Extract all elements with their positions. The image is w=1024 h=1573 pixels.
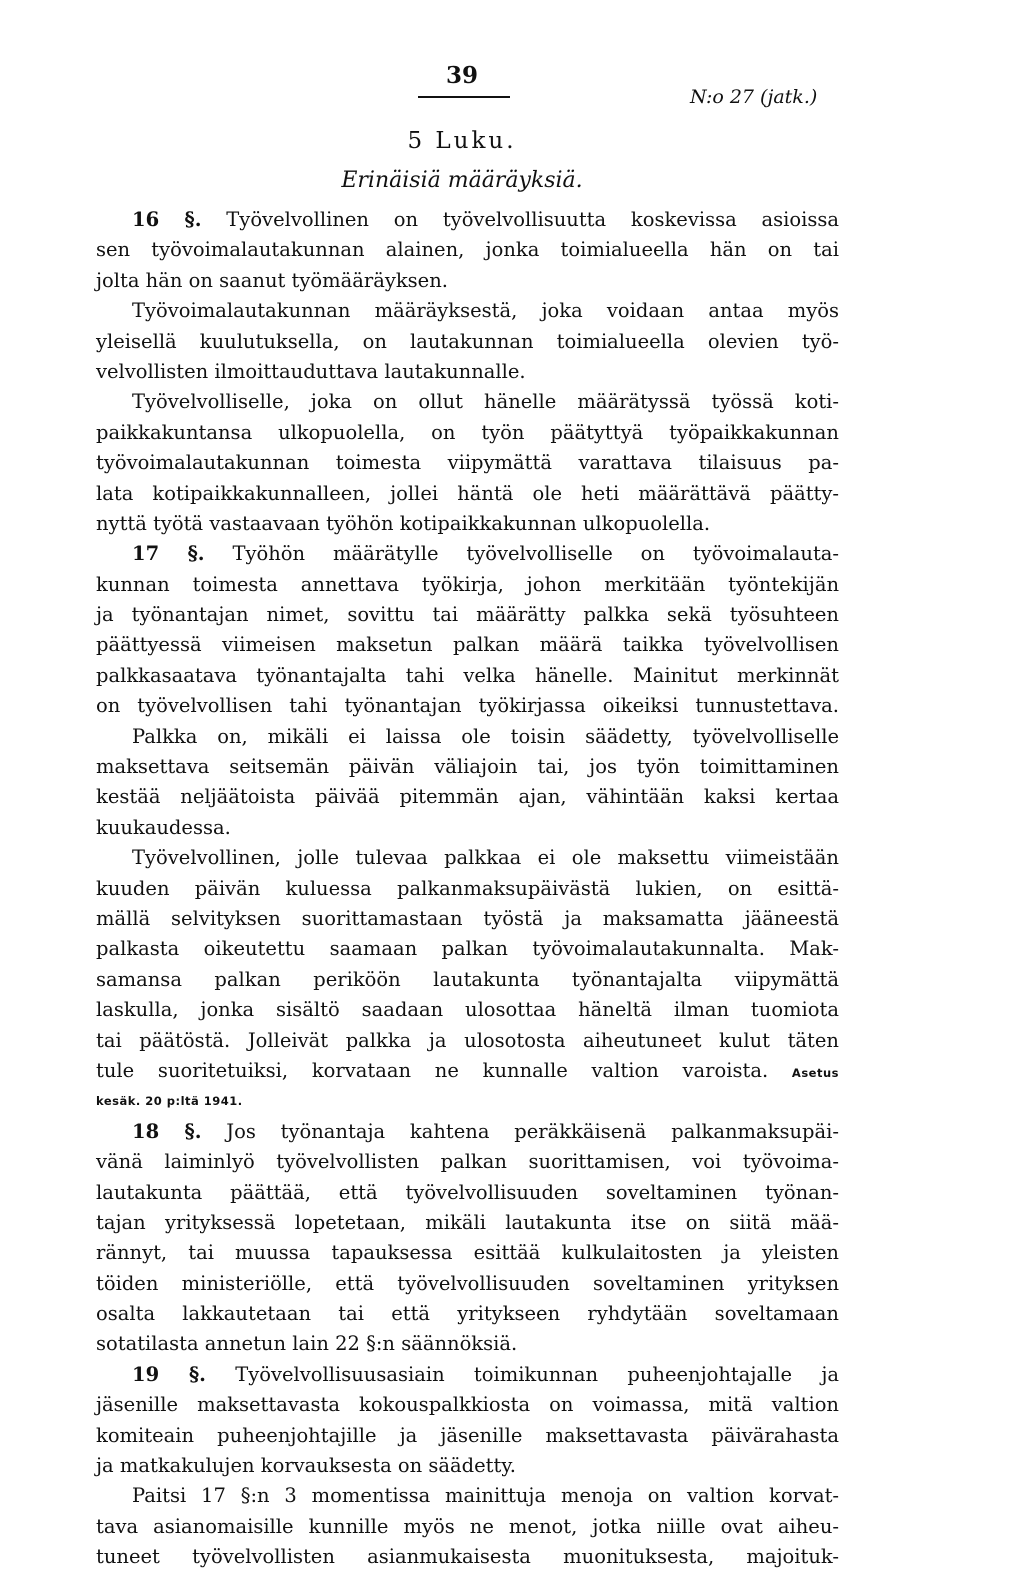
page-number-rule — [418, 96, 510, 98]
text-span: Työhön määrätylle työvelvolliselle on työvoimalauta- — [232, 542, 839, 566]
text-line: töiden ministeriölle, että työvelvollisuuden soveltaminen yrityksen — [96, 1271, 839, 1295]
text-span: Työvelvollinen on työvelvollisuutta koskevissa asioissa — [226, 208, 839, 231]
text-line: kestää neljäätoista päivää pitemmän ajan, vähintään kaksi kertaa — [96, 785, 839, 809]
section-number: 16 §. — [132, 208, 202, 231]
text-line: jolta hän on saanut työmääräyksen. — [96, 268, 448, 292]
page-number: 39 — [445, 62, 478, 89]
text-span: Jos työnantaja kahtena peräkkäisenä palkanmaksupäi- — [226, 1119, 839, 1143]
text-line — [96, 1360, 839, 1390]
chapter-subtitle: Erinäisiä määräyksiä. — [341, 168, 583, 193]
text-line: tajan yrityksessä lopetetaan, mikäli lautakunta itse on siitä mää- — [96, 1210, 839, 1234]
text-line: laskulla, jonka sisältö saadaan ulosottaa häneltä ilman tuomiota — [96, 998, 839, 1022]
text-line: Työvelvolliselle, joka on ollut hänelle määrätyssä työssä koti- — [132, 390, 839, 414]
text-span: Työvelvollisuusasiain toimikunnan puheenjohtajalle ja — [235, 1362, 839, 1386]
text-line — [96, 539, 839, 569]
text-line: tava asianomaisille kunnille myös ne menot, jotka niille ovat aiheu- — [96, 1514, 839, 1538]
text-line: lautakunta päättää, että työvelvollisuuden soveltaminen työnan- — [96, 1180, 839, 1204]
text-line: kuukaudessa. — [96, 815, 231, 839]
text-line: ja matkakulujen korvauksesta on säädetty. — [96, 1454, 516, 1478]
header-reference: N:o 27 (jatk.) — [690, 86, 818, 108]
text-line: kunnan toimesta annettava työkirja, johon merkitään työntekijän — [96, 572, 839, 596]
text-line: Työvelvollinen, jolle tulevaa palkkaa ei ole maksettu viimeistään — [132, 846, 839, 870]
statute-note-line: kesäk. 20 p:ltä 1941. — [96, 1094, 243, 1109]
text-span: tule suoritetuiksi, korvataan ne kunnalle valtion varoista. — [96, 1058, 769, 1082]
text-line: Palkka on, mikäli ei laissa ole toisin säädetty, työvelvolliselle — [132, 724, 839, 748]
text-line: komiteain puheenjohtajille ja jäsenille maksettavasta päivärahasta — [96, 1423, 839, 1447]
text-line: lata kotipaikkakunnalleen, jollei häntä ole heti määrättävä päätty- — [96, 481, 839, 505]
text-line: ja työnantajan nimet, sovittu tai määrätty palkka sekä työsuhteen — [96, 603, 839, 627]
text-line: jäsenille maksettavasta kokouspalkkiosta on voimassa, mitä valtion — [96, 1393, 839, 1417]
text-line: tai päätöstä. Jolleivät palkka ja ulosotosta aiheutuneet kulut täten — [96, 1028, 839, 1052]
text-line: rännyt, tai muussa tapauksessa esittää kulkulaitosten ja yleisten — [96, 1241, 839, 1265]
chapter-title: 5 Luku. — [407, 128, 517, 154]
text-line: palkkasaatava työnantajalta tahi velka hänelle. Mainitut merkinnät — [96, 663, 839, 687]
text-line — [96, 205, 839, 235]
text-line: Paitsi 17 §:n 3 momentissa mainittuja menoja on valtion korvat- — [132, 1484, 839, 1508]
text-line: Työvoimalautakunnan määräyksestä, joka voidaan antaa myös — [132, 299, 839, 323]
text-line: nyttä työtä vastaavaan työhön kotipaikkakunnan ulkopuolella. — [96, 511, 711, 535]
text-line: päättyessä viimeisen maksetun palkan määrä taikka työvelvollisen — [96, 633, 839, 657]
statute-note: Asetus — [791, 1065, 839, 1080]
text-line: sen työvoimalautakunnan alainen, jonka toimialueella hän on tai — [96, 238, 839, 262]
text-line: työvoimalautakunnan toimesta viipymättä varattava tilaisuus pa- — [96, 451, 839, 475]
text-line: maksettava seitsemän päivän väliajoin tai, jos työn toimittaminen — [96, 755, 839, 779]
text-line — [96, 1117, 839, 1147]
text-line: vänä laiminlyö työvelvollisten palkan suorittamisen, voi työvoima- — [96, 1150, 839, 1174]
text-line: samansa palkan periköön lautakunta työnantajalta viipymättä — [96, 967, 839, 991]
text-line: palkasta oikeutettu saamaan palkan työvoimalautakunnalta. Mak- — [96, 937, 839, 961]
text-line: velvollisten ilmoittauduttava lautakunnalle. — [96, 359, 526, 383]
body-text — [96, 205, 839, 1573]
text-line: yleisellä kuulutuksella, on lautakunnan toimialueella olevien työ- — [96, 329, 839, 353]
text-line — [96, 1056, 839, 1086]
section-number: 17 §. — [132, 542, 205, 566]
text-line: kuuden päivän kuluessa palkanmaksupäivästä lukien, on esittä- — [96, 876, 839, 900]
text-line: paikkakuntansa ulkopuolella, on työn päätyttyä työpaikkakunnan — [96, 420, 839, 444]
text-line: mällä selvityksen suorittamastaan työstä ja maksamatta jääneestä — [96, 906, 839, 930]
section-number: 19 §. — [132, 1362, 206, 1386]
text-line: osalta lakkautetaan tai että yritykseen ryhdytään soveltamaan — [96, 1302, 839, 1326]
section-number: 18 §. — [132, 1119, 202, 1143]
text-line: tuneet työvelvollisten asianmukaisesta muonituksesta, majoituk- — [96, 1545, 839, 1569]
text-line: sotatilasta annetun lain 22 §:n säännöksiä. — [96, 1332, 518, 1356]
text-line: on työvelvollisen tahi työnantajan työkirjassa oikeiksi tunnustettava. — [96, 694, 839, 718]
